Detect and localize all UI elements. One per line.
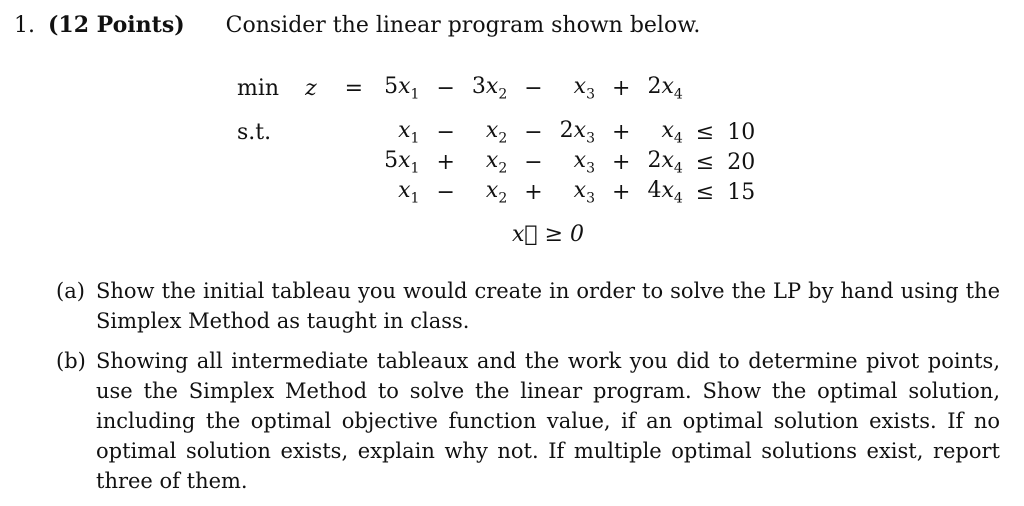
part-a-text: Show the initial tableau you would create in order to solve the LP by hand using the Simplex Method as taught in class. <box>96 279 1000 333</box>
objective-term-4: $2x_4$ <box>647 73 683 103</box>
linear-program <box>232 73 760 207</box>
constraint-3-op-1: − <box>436 179 455 205</box>
constraint-1-term-4: $x_4$ <box>661 117 683 147</box>
constraint-3-term-3: $x_3$ <box>573 177 596 207</box>
lp-table <box>232 73 760 207</box>
problem-number: 1. <box>14 13 35 38</box>
constraint-2-relation: ≤ <box>695 149 715 175</box>
constraint-row-1 <box>232 117 760 147</box>
objective-term-3: $x_3$ <box>573 73 596 103</box>
problem-header <box>14 12 700 38</box>
objective-op-1: − <box>436 75 455 101</box>
constraint-2-term-1: $5x_1$ <box>384 147 420 177</box>
constraint-2-term-4: $2x_4$ <box>647 147 683 177</box>
constraint-3-op-2: + <box>524 179 543 205</box>
constraint-row-2 <box>232 147 760 177</box>
constraint-2-term-3: $x_3$ <box>573 147 596 177</box>
constraint-2-term-2: $x_2$ <box>485 147 508 177</box>
objective-op-2: − <box>524 75 543 101</box>
constraint-3-term-1: $x_1$ <box>398 177 420 207</box>
constraint-1-relation: ≤ <box>695 119 715 145</box>
constraints-keyword: s.t. <box>237 119 272 145</box>
part-a-label: (a) <box>56 279 85 303</box>
constraint-2-op-1: + <box>436 149 455 175</box>
objective-row <box>232 73 760 103</box>
constraint-2-op-3: + <box>612 149 631 175</box>
constraint-2-rhs: 20 <box>727 149 756 175</box>
problem-points: (12 Points) <box>48 12 185 38</box>
constraint-3-rhs: 15 <box>727 179 756 205</box>
constraint-1-op-1: − <box>436 119 455 145</box>
constraint-3-op-3: + <box>612 179 631 205</box>
objective-op-3: + <box>612 75 631 101</box>
constraint-1-rhs: 10 <box>727 119 756 145</box>
objective-equals: = <box>344 75 364 101</box>
constraint-3-relation: ≤ <box>695 179 715 205</box>
constraint-2-op-2: − <box>524 149 543 175</box>
objective-term-2: $3x_2$ <box>471 73 508 103</box>
nonnegativity-constraint: x⃗ ≥ 0 <box>512 222 585 247</box>
constraint-1-term-1: $x_1$ <box>398 117 420 147</box>
part-b-label: (b) <box>56 349 86 373</box>
constraint-1-op-3: + <box>612 119 631 145</box>
constraint-row-3 <box>232 177 760 207</box>
constraint-1-op-2: − <box>524 119 543 145</box>
constraint-3-term-2: $x_2$ <box>485 177 508 207</box>
part-b-text: Showing all intermediate tableaux and the work you did to determine pivot points, use the Simplex Method to solve the linear program. Show the optimal solution, including the optimal objective function value, if an optimal solution exists. If no optimal solution exists, explain why not. If multiple optimal solutions exist, report three of them. <box>96 349 1000 493</box>
constraint-3-term-4: $4x_4$ <box>647 177 683 207</box>
question-parts <box>56 276 1000 506</box>
objective-variable: z <box>305 75 317 101</box>
constraint-1-term-2: $x_2$ <box>485 117 508 147</box>
objective-keyword: min <box>237 75 280 101</box>
problem-intro: Consider the linear program shown below. <box>225 13 701 38</box>
objective-term-1: $5x_1$ <box>384 73 420 103</box>
part-b <box>56 346 1000 496</box>
constraint-1-term-3: $2x_3$ <box>559 117 596 147</box>
part-a <box>56 276 1000 336</box>
